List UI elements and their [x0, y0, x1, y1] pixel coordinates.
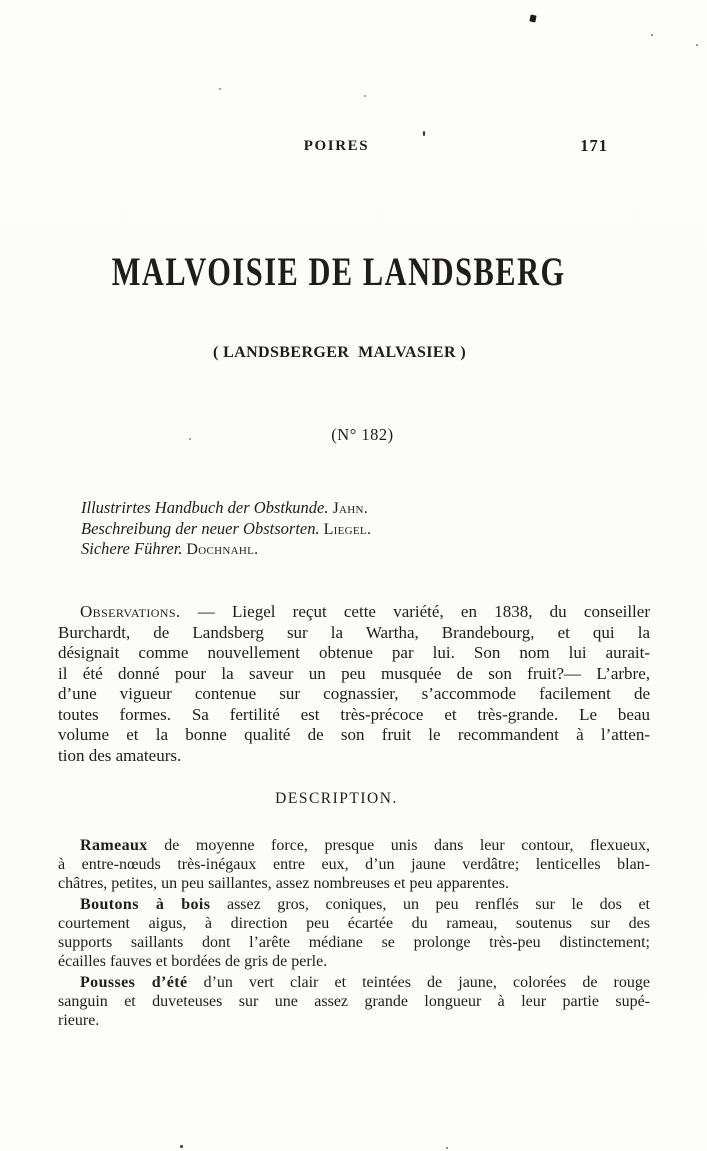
- text-line: rieure.: [58, 1012, 100, 1029]
- description-heading: DESCRIPTION.: [275, 790, 398, 807]
- text-line: désignait comme nouvellement obtenue par lui. Son nom lui aurait-: [58, 643, 650, 662]
- article-subtitle: ( LANDSBERGER MALVASIER ): [212, 344, 467, 361]
- text-line: courtement aigus, à direction peu écartée du rameau, soutenus sur des: [58, 915, 650, 932]
- paragraph-rameaux: [58, 836, 650, 893]
- text-line: [58, 895, 650, 914]
- text-run: d’un vert clair et teintées de jaune, colorées de rouge: [187, 974, 650, 991]
- scan-artifact: [696, 44, 698, 46]
- text-line: volume et la bonne qualité de son fruit le recommandent à l’atten-: [58, 725, 650, 744]
- text-run: de moyenne force, presque unis dans leur contour, flexueux,: [147, 837, 650, 854]
- article-title: [0, 250, 707, 294]
- text-line: tion des amateurs.: [58, 745, 182, 765]
- text-line: d’une vigueur contenue sur cognassier, s’accommode facilement de: [58, 684, 650, 703]
- paragraph-lead: Rameaux: [80, 837, 148, 854]
- scan-artifact: [529, 14, 536, 22]
- scan-artifact: [364, 95, 366, 97]
- paragraph-pousses-dete: [58, 973, 650, 1030]
- bibliography-title: Beschreibung der neuer Obstsorten.: [81, 518, 320, 538]
- bibliography-title: Illustrirtes Handbuch der Obstkunde.: [81, 498, 329, 517]
- page-number: 171: [580, 136, 608, 155]
- text-line: il été donné pour la saveur un peu musquée de son fruit?— L’arbre,: [58, 663, 650, 683]
- text-line: sanguin et duveteuses sur une assez grande longueur à leur partie supé-: [58, 993, 650, 1010]
- text-line: Burchardt, de Landsberg sur la Wartha, Brandebourg, et qui la: [58, 622, 650, 642]
- text-line: châtres, petites, un peu saillantes, assez nombreuses et peu apparentes.: [58, 875, 509, 892]
- text-line: écailles fauves et bordées de gris de perle.: [58, 953, 328, 970]
- running-header-title: POIRES: [303, 138, 370, 154]
- paragraph-boutons-a-bois: [58, 895, 650, 971]
- scan-artifact: [446, 1147, 448, 1149]
- text-line: [58, 836, 650, 855]
- description-section: [58, 836, 650, 1030]
- bibliography-entry: [81, 498, 371, 519]
- paragraph-lead: Pousses d’été: [80, 974, 188, 991]
- text-line: [58, 602, 650, 623]
- bibliography-author: Jahn.: [332, 500, 369, 517]
- bibliography-entry: [81, 539, 371, 560]
- text-line: à entre-nœuds très-inégaux entre eux, d’un jaune verdâtre; lenticelles blan-: [58, 856, 650, 873]
- text-run: assez gros, coniques, un peu renflés sur le dos et: [210, 896, 650, 913]
- bibliography-author: Dochnahl.: [186, 541, 259, 558]
- observations-paragraph: [58, 602, 650, 766]
- observations-lead: Observations.: [80, 602, 181, 621]
- text-run: — Liegel reçut cette variété, en 1838, du conseiller: [180, 602, 650, 621]
- scan-artifact: [423, 131, 425, 136]
- paragraph-lead: Boutons à bois: [80, 896, 211, 913]
- scan-artifact: [189, 438, 191, 440]
- bibliography-entry: [81, 519, 371, 540]
- bibliography-title: Sichere Führer.: [81, 539, 183, 558]
- scan-artifact: [180, 1145, 183, 1148]
- bibliography-author: Liegel.: [323, 520, 372, 538]
- running-header: [0, 136, 707, 156]
- scan-artifact: [219, 88, 221, 90]
- text-line: supports saillants dont l’arête médiane se prolonge très-peu distinctement;: [58, 934, 650, 951]
- article-title-text: MALVOISIE DE LANDSBERG: [111, 249, 566, 294]
- variety-number: (N° 182): [331, 425, 394, 444]
- text-line: [58, 973, 650, 992]
- scan-artifact: [651, 34, 653, 36]
- bibliography: [81, 498, 371, 560]
- text-line: toutes formes. Sa fertilité est très-précoce et très-grande. Le beau: [58, 704, 650, 724]
